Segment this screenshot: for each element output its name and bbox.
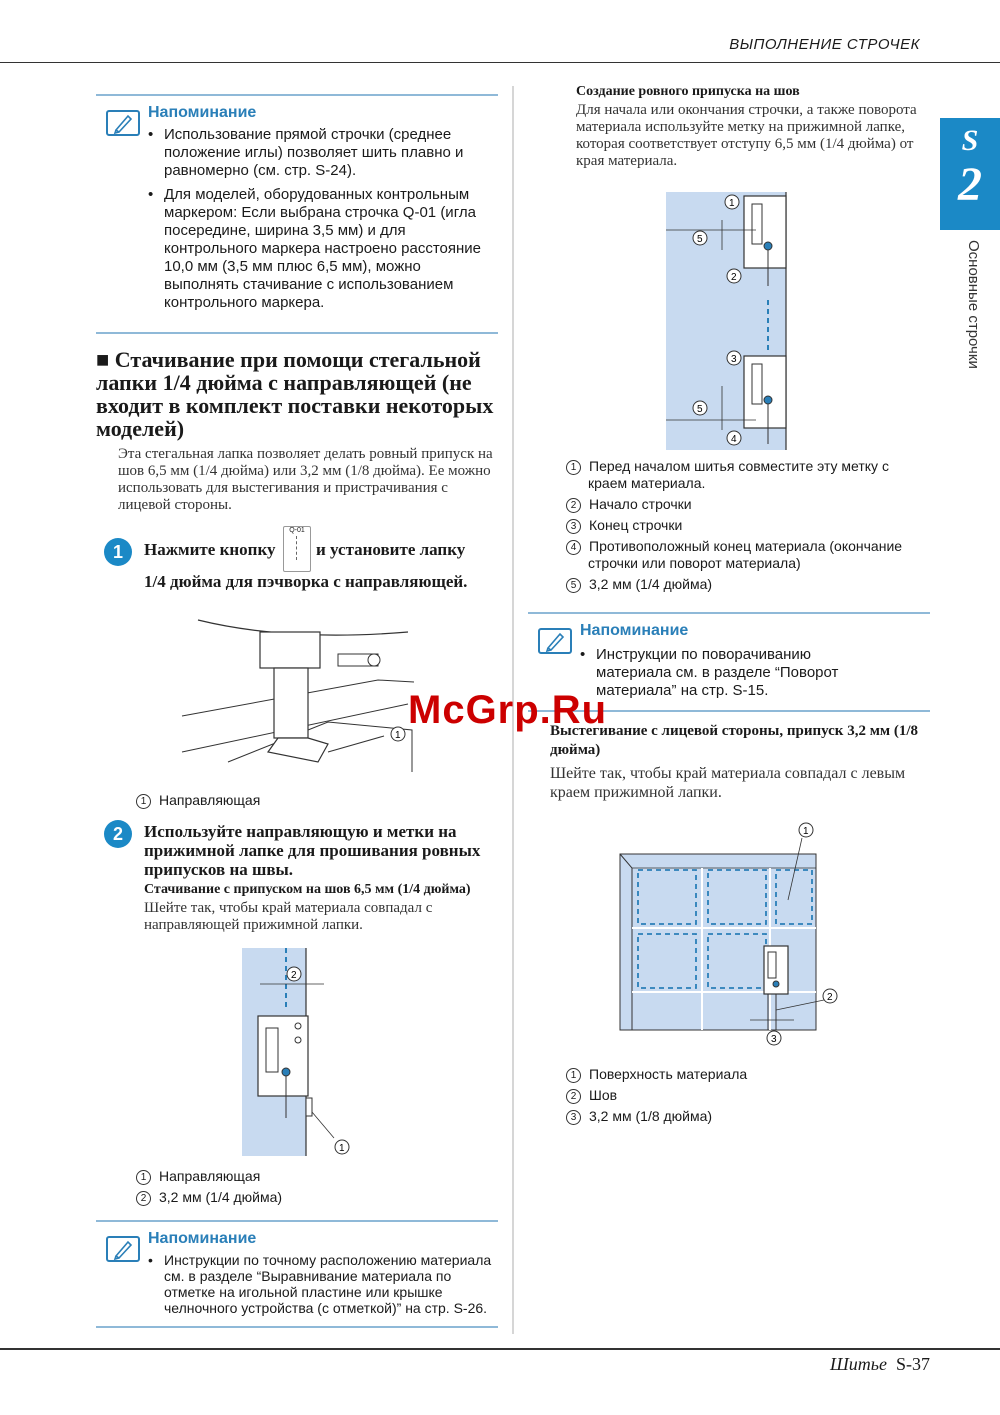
step1-legend: [136, 790, 260, 811]
square-bullet-icon: ■: [96, 347, 110, 372]
legend-item: [566, 517, 926, 534]
page-number: S-37: [895, 1354, 930, 1374]
note-list: [148, 1252, 493, 1322]
legend-item: [566, 1106, 747, 1127]
block2-legend: [566, 1064, 747, 1127]
header-rule: [0, 62, 1000, 63]
note-rule-top: [96, 94, 498, 96]
svg-text:2: 2: [291, 970, 297, 981]
legend-text: Перед началом шитья совместите эту метку с краем материала.: [588, 458, 889, 491]
legend-item: [566, 496, 926, 513]
footer-rule: [0, 1348, 1000, 1350]
svg-text:5: 5: [697, 234, 703, 245]
section-intro: Эта стегальная лапка позволяет делать ровный припуск на шов 6,5 мм (1/4 дюйма) или 3,2 мм (1/8 дюйма). Ее можно использовать для выстегивания и пристрачивания с лицевой стороны.: [118, 446, 493, 513]
section-title: Стачивание при помощи стегальной лапки 1/4 дюйма с направляющей (не входит в комплект поставки некоторых моделей): [96, 347, 494, 441]
legend-number: 3: [566, 519, 581, 534]
svg-text:2: 2: [731, 272, 737, 283]
legend-item: [566, 1064, 747, 1085]
legend-text: Начало строчки: [589, 496, 692, 512]
note-title: Напоминание: [148, 1230, 257, 1247]
seam-start-end-diagram: [666, 190, 786, 452]
legend-number: 1: [566, 1068, 581, 1083]
legend-item: [566, 458, 926, 492]
step-number-2: 2: [104, 820, 132, 848]
block1-text: Для начала или окончания строчки, а также поворота материала используйте метку на прижимной лапке, которая соответствует отступу 6,5 мм (1/4 дюйма) от края материала.: [576, 102, 917, 169]
svg-text:1: 1: [339, 1143, 345, 1154]
block2-title: Выстегивание с лицевой стороны, припуск 3,2 мм (1/8 дюйма): [550, 723, 919, 758]
legend-text: Поверхность материала: [589, 1066, 748, 1082]
note-item: • Для моделей, оборудованных контрольным маркером: Если выбрана строчка Q-01 (игла посередине, ширина 3,5 мм) и для контрольного маркера настроено расстояние 10,0 мм (3,5 мм плюс 6,5 мм), можно выполнять стачивание с использованием контрольного маркера.: [148, 186, 493, 312]
legend-number: 1: [566, 460, 581, 475]
step2-legend: [136, 1166, 282, 1208]
legend-number: 3: [566, 1110, 581, 1125]
block1-title: Создание ровного припуска на шов: [576, 84, 800, 99]
step-number-1: 1: [104, 538, 132, 566]
stitch-q01-button[interactable]: [283, 526, 311, 572]
legend-number: 2: [566, 498, 581, 513]
pencil-note-icon: [106, 1236, 140, 1262]
note-item: • Инструкции по точному расположению материала см. в разделе “Выравнивание материала по отметке на игольной пластине или крышке челночного устройства (с отметкой)” на стр. S-26.: [148, 1252, 493, 1316]
note-title: Напоминание: [148, 104, 257, 121]
step2-subtext: Шейте так, чтобы край материала совпадал с направляющей прижимной лапки.: [144, 900, 433, 933]
legend-item: [566, 538, 926, 572]
note-rule-top: [96, 1220, 498, 1222]
svg-text:4: 4: [731, 434, 737, 445]
step2-subheading: Стачивание с припуском на шов 6,5 мм (1/4 дюйма): [144, 882, 471, 897]
legend-item: [566, 576, 926, 593]
legend-text: Направляющая: [159, 1168, 261, 1184]
svg-text:1: 1: [803, 826, 809, 837]
note-rule-bottom: [96, 1326, 498, 1328]
legend-text: Шов: [589, 1087, 618, 1103]
note-item: • Инструкции по поворачиванию материала см. в разделе “Поворот материала” на стр. S-15.: [580, 646, 880, 700]
legend-item: [136, 1166, 282, 1187]
legend-text: Направляющая: [159, 792, 261, 808]
section-heading: [96, 348, 500, 440]
legend-number: 4: [566, 540, 581, 555]
stitch-button-label: Q-01: [289, 527, 305, 534]
chapter-side-label: Основные строчки: [965, 240, 982, 369]
footer-chapter: Шитье: [830, 1354, 887, 1374]
legend-text: 3,2 мм (1/4 дюйма): [159, 1189, 283, 1205]
svg-text:1: 1: [395, 730, 401, 741]
step2-text: Используйте направляющую и метки на прижимной лапке для прошивания ровных припусков на швы.: [144, 822, 481, 879]
legend-text: 3,2 мм (1/4 дюйма): [589, 576, 713, 592]
note-list: [148, 126, 493, 318]
note-list: [580, 646, 880, 706]
presser-foot-illustration: [178, 612, 414, 784]
svg-text:3: 3: [771, 1034, 777, 1045]
chapter-tab-number: 2: [958, 158, 982, 211]
page-footer: [830, 1354, 930, 1375]
legend-text: 3,2 мм (1/8 дюйма): [589, 1108, 713, 1124]
legend-number: 1: [136, 1170, 151, 1185]
legend-number: 1: [136, 794, 151, 809]
pencil-note-icon: [106, 110, 140, 136]
note-rule-bottom: [96, 332, 498, 334]
seam-allowance-diagram: [242, 948, 354, 1158]
block1-legend: [566, 458, 926, 593]
step1-text-c: 1/4 дюйма для пэчворка с направляющей.: [144, 572, 468, 591]
legend-number: 5: [566, 578, 581, 593]
legend-text: Конец строчки: [589, 517, 683, 533]
running-header: ВЫПОЛНЕНИЕ СТРОЧЕК: [729, 36, 920, 53]
step1-text-a: Нажмите кнопку: [144, 540, 276, 559]
legend-item: [136, 1187, 282, 1208]
note-title: Напоминание: [580, 622, 689, 639]
legend-text: Противоположный конец материала (окончание строчки или поворот материала): [588, 538, 903, 571]
block2-text: Шейте так, чтобы край материала совпадал с левым краем прижимной лапки.: [550, 765, 906, 801]
quilting-diagram: [618, 820, 833, 1046]
note-item: • Использование прямой строчки (среднее положение иглы) позволяет шить плавно и равномерно (см. стр. S-24).: [148, 126, 493, 180]
legend-number: 2: [136, 1191, 151, 1206]
legend-item: [136, 790, 260, 811]
chapter-tab-letter: S: [961, 124, 979, 157]
svg-text:3: 3: [731, 354, 737, 365]
pencil-note-icon: [538, 628, 572, 654]
watermark-logo: McGrp.Ru: [408, 688, 608, 732]
stitch-pattern-icon: [296, 536, 298, 560]
legend-item: [566, 1085, 747, 1106]
legend-number: 2: [566, 1089, 581, 1104]
svg-text:5: 5: [697, 404, 703, 415]
note-rule-top: [528, 612, 930, 614]
step1-text-b: и установите лапку: [316, 540, 466, 559]
chapter-tab: [940, 118, 1000, 230]
svg-text:2: 2: [827, 992, 833, 1003]
svg-text:1: 1: [729, 198, 735, 209]
